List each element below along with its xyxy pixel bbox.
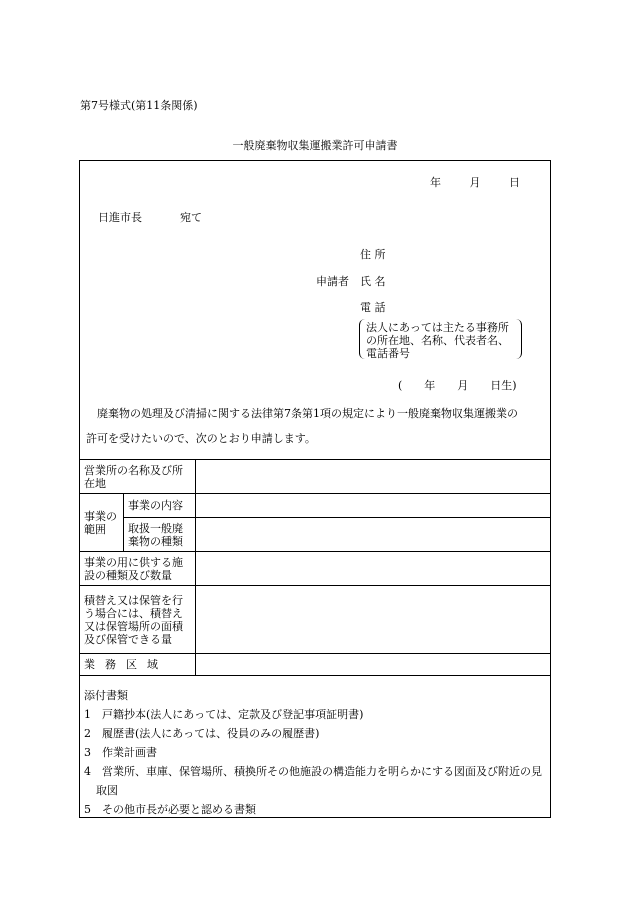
declaration-line: 許可を受けたいので、次のとおり申請します。	[86, 432, 316, 445]
table-row	[80, 494, 551, 518]
area-input[interactable]	[196, 654, 551, 676]
scope-content-label: 事業の内容	[124, 494, 196, 518]
date-month-field[interactable]: 月	[469, 176, 481, 189]
storage-label: 積替え又は保管を行う場合には、積替え又は保管場所の面積及び保管できる量	[80, 586, 196, 654]
corporate-note-line: 法人にあっては主たる事務所	[366, 321, 509, 334]
area-label: 業務区域	[80, 654, 196, 676]
attachments	[84, 686, 546, 819]
application-form	[79, 160, 551, 818]
applicant-name-field[interactable]: 氏 名	[360, 275, 386, 288]
office-label: 営業所の名称及び所在地	[80, 460, 196, 494]
corporate-note	[359, 319, 522, 359]
corporate-note-line: 電話番号	[366, 347, 410, 360]
birth-date-field[interactable]: ( 年 月 日生)	[398, 379, 517, 392]
attachment-item: 5 その他市長が必要と認める書類	[84, 803, 256, 816]
facilities-label: 事業の用に供する施設の種類及び数量	[80, 552, 196, 586]
addressee-name: 日進市長	[98, 211, 142, 224]
declaration-line: 廃棄物の処理及び清掃に関する法律第7条第1項の規定により一般廃棄物収集運搬業の	[97, 407, 518, 420]
applicant-address-field[interactable]: 住 所	[360, 248, 386, 261]
storage-input[interactable]	[196, 586, 551, 654]
facilities-input[interactable]	[196, 552, 551, 586]
scope-waste-input[interactable]	[196, 518, 551, 552]
applicant-phone-field[interactable]: 電 話	[360, 301, 386, 314]
declaration	[86, 401, 544, 451]
document-title: 一般廃棄物収集運搬業許可申請書	[232, 139, 398, 152]
scope-waste-label: 取扱一般廃棄物の種類	[124, 518, 196, 552]
date-line	[430, 174, 520, 190]
attachment-item: 2 履歴書(法人にあっては、役員のみの履歴書)	[84, 727, 320, 740]
date-year-field[interactable]: 年	[430, 176, 441, 189]
table-row	[80, 518, 551, 552]
scope-label: 事業の範囲	[80, 494, 124, 552]
date-day-field[interactable]: 日	[509, 176, 520, 189]
addressee-honorific: 宛て	[180, 211, 202, 224]
office-input[interactable]	[196, 460, 551, 494]
attachment-item: 4 営業所、車庫、保管場所、積換所その他施設の構造能力を明らかにする図面及び附近の見取図	[84, 765, 542, 797]
table-row	[80, 460, 551, 494]
attachments-title: 添付書類	[84, 689, 128, 702]
applicant-label: 申請者	[316, 275, 349, 288]
table-row	[80, 552, 551, 586]
table-row	[80, 586, 551, 654]
attachment-item: 1 戸籍抄本(法人にあっては、定款及び登記事項証明書)	[84, 708, 364, 721]
attachment-item: 3 作業計画書	[84, 746, 157, 759]
corporate-note-line: の所在地、名称、代表者名、	[366, 334, 509, 347]
details-table	[79, 459, 551, 676]
form-number: 第7号様式(第11条関係)	[80, 99, 198, 112]
scope-content-input[interactable]	[196, 494, 551, 518]
table-row	[80, 654, 551, 676]
addressee	[98, 209, 202, 225]
